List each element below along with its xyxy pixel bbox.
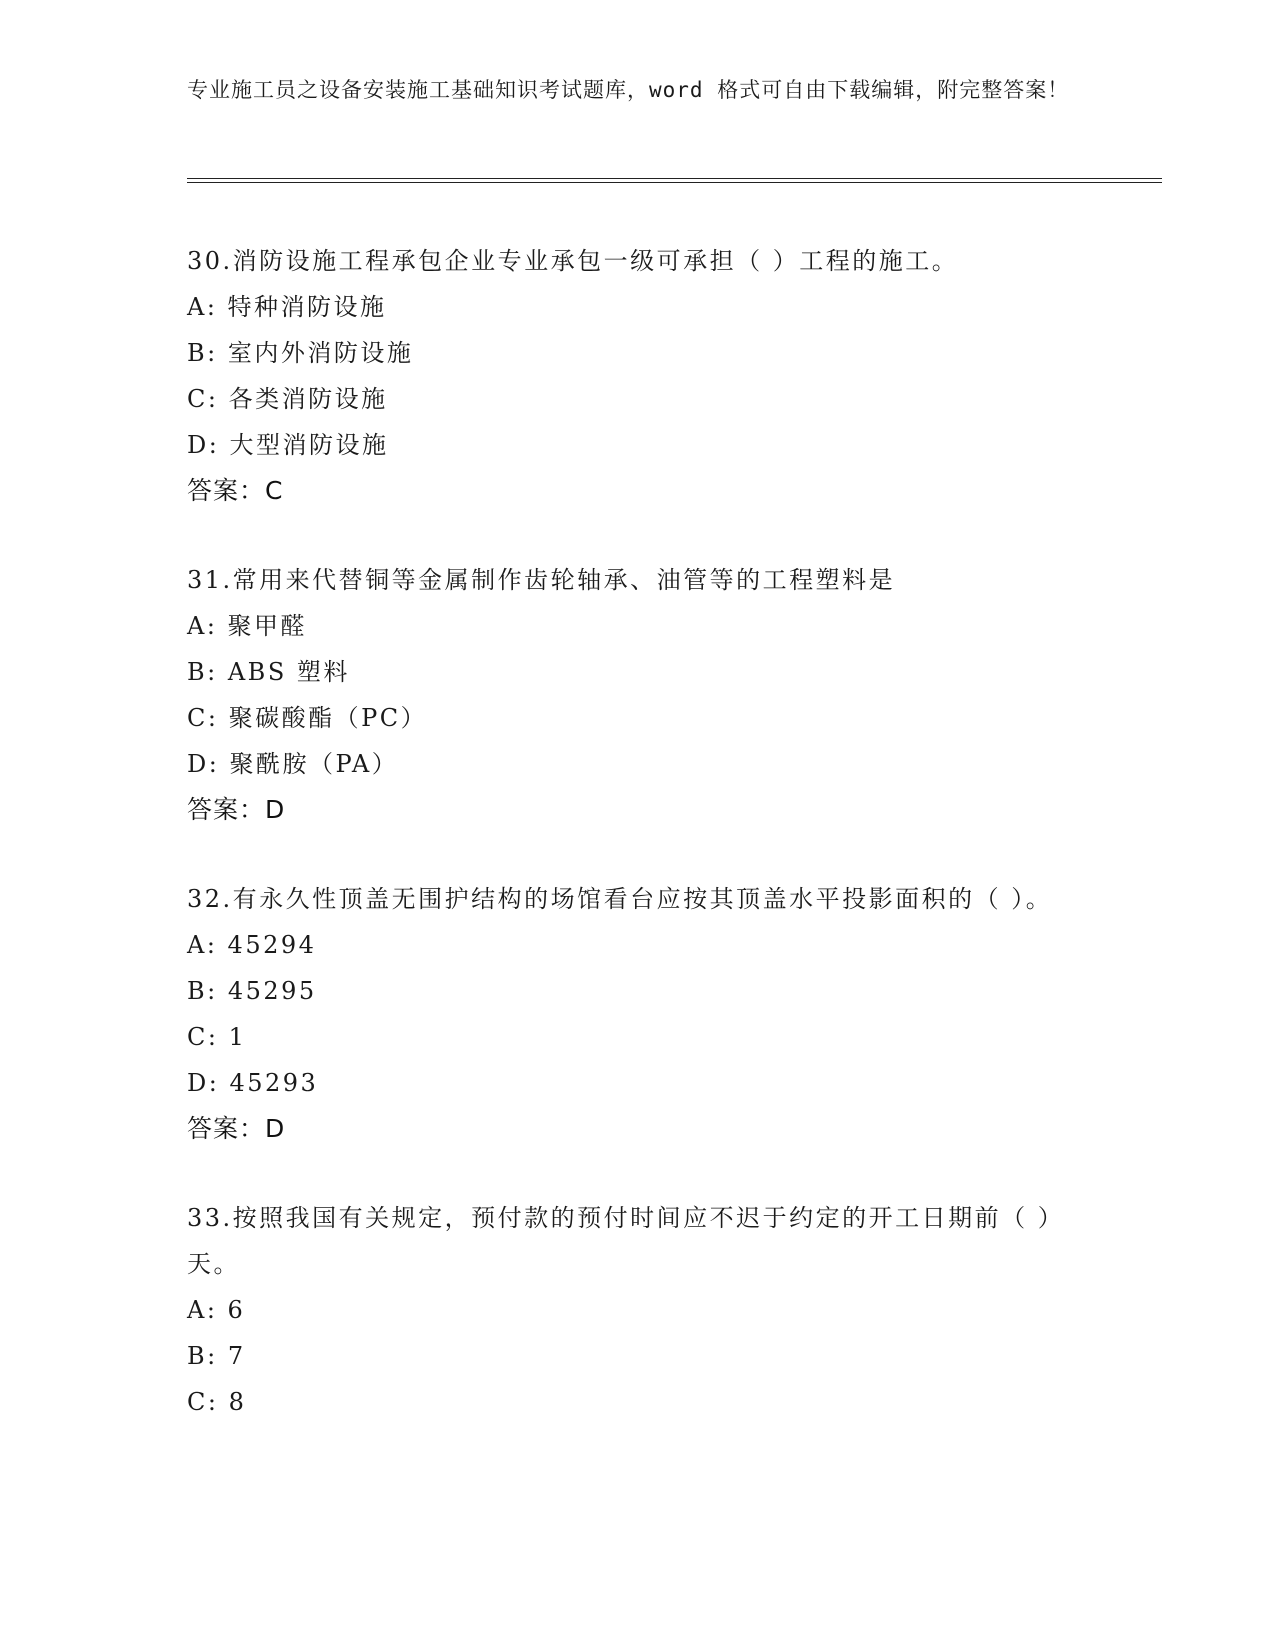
option-c: C: 1 xyxy=(187,1023,247,1051)
option-b: B: ABS 塑料 xyxy=(187,658,350,686)
question-title: 31.常用来代替铜等金属制作齿轮轴承、油管等的工程塑料是 xyxy=(187,566,896,594)
answer-text: 答案：D xyxy=(187,795,286,824)
option-c: C: 各类消防设施 xyxy=(187,385,388,413)
question-title: 32.有永久性顶盖无围护结构的场馆看台应按其顶盖水平投影面积的（ ）。 xyxy=(187,885,1053,913)
question-list xyxy=(187,238,1087,1468)
question-title: 33.按照我国有关规定，预付款的预付时间应不迟于约定的开工日期前（ ）天。 xyxy=(187,1204,1065,1278)
document-header: 专业施工员之设备安装施工基础知识考试题库，word 格式可自由下载编辑，附完整答案！ xyxy=(187,78,1070,102)
option-c: C: 8 xyxy=(187,1388,247,1416)
option-b: B: 室内外消防设施 xyxy=(187,339,414,367)
question-item xyxy=(187,238,1087,514)
option-a: A: 特种消防设施 xyxy=(187,293,387,321)
question-title: 30.消防设施工程承包企业专业承包一级可承担（ ）工程的施工。 xyxy=(187,247,959,275)
answer-text: 答案：D xyxy=(187,1114,286,1143)
option-b: B: 45295 xyxy=(187,977,317,1005)
answer-text: 答案：C xyxy=(187,476,284,505)
question-item xyxy=(187,557,1087,833)
question-item xyxy=(187,1195,1087,1425)
option-c: C: 聚碳酸酯（PC） xyxy=(187,704,428,732)
option-a: A: 45294 xyxy=(187,931,317,959)
option-d: D: 大型消防设施 xyxy=(187,431,389,459)
option-a: A: 6 xyxy=(187,1296,246,1324)
header-divider-top xyxy=(187,178,1162,179)
question-item xyxy=(187,876,1087,1152)
option-d: D: 45293 xyxy=(187,1069,319,1097)
option-b: B: 7 xyxy=(187,1342,246,1370)
option-d: D: 聚酰胺（PA） xyxy=(187,750,399,778)
header-divider-bottom xyxy=(187,182,1162,183)
option-a: A: 聚甲醛 xyxy=(187,612,308,640)
